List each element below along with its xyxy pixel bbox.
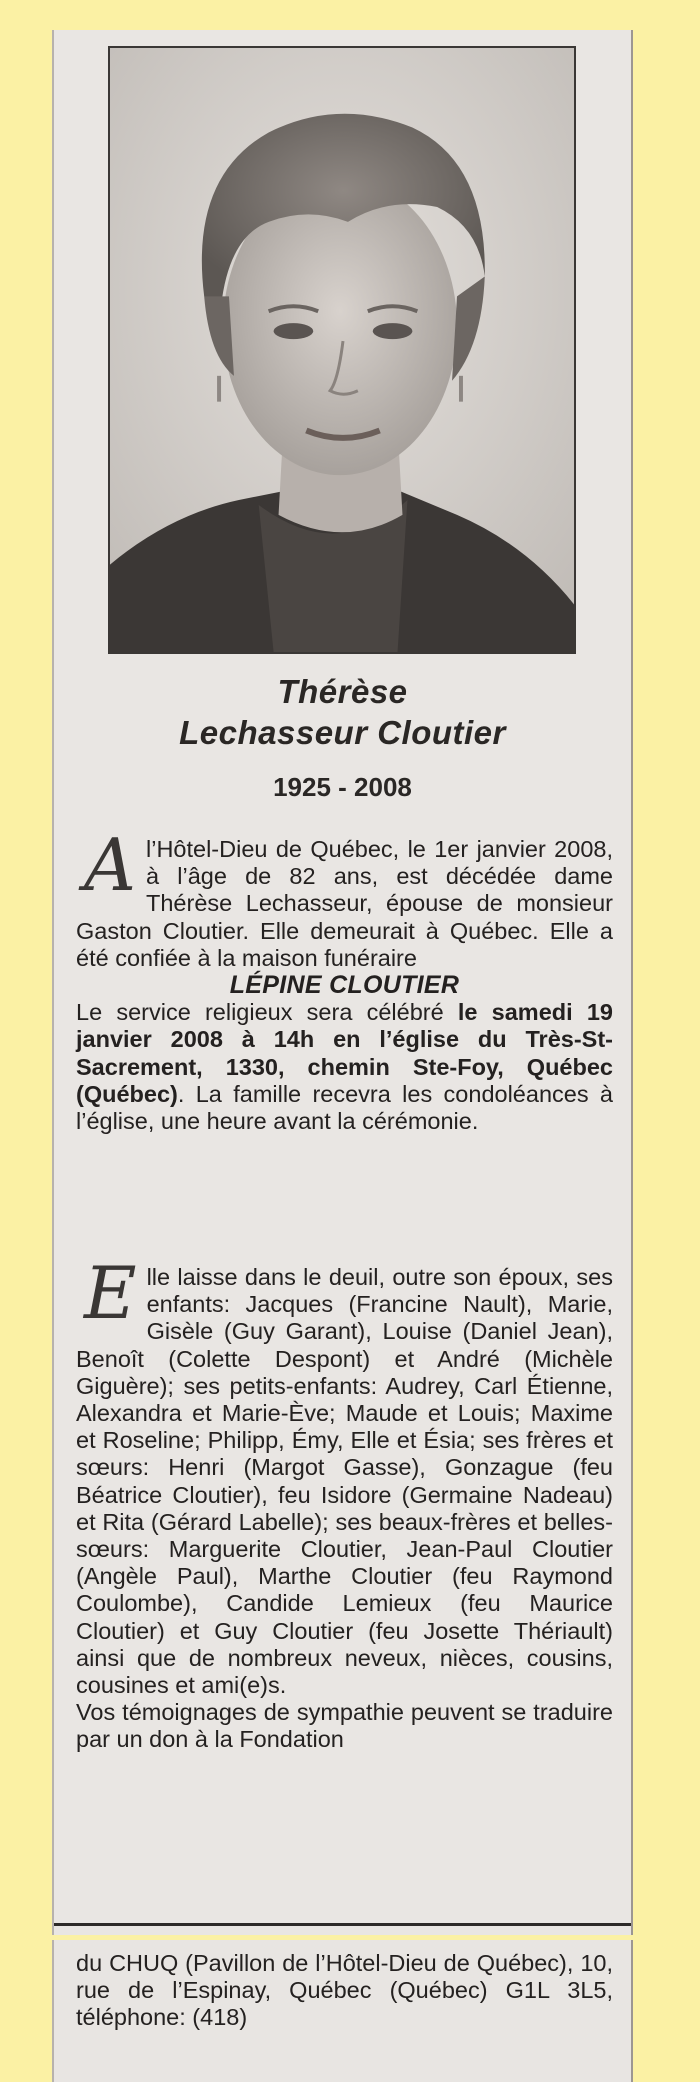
- condolences-text: . La famille recevra les condoléances à l’église, une heure avant la cérémonie.: [76, 1080, 613, 1135]
- donation-paragraph: [76, 1699, 613, 1753]
- dropcap-a: A: [84, 823, 136, 907]
- portrait-photo: [108, 46, 576, 654]
- dropcap-e: E: [84, 1251, 137, 1335]
- portrait-image: [110, 48, 574, 652]
- obituary-continuation: [52, 1940, 633, 2082]
- column-rule: [54, 1923, 631, 1926]
- service-details: le samedi 19 janvier 2008 à 14h en l’église du Très-St-Sacrement, 1330, chemin Ste-Foy, Québec (Québec): [76, 999, 613, 1107]
- service-intro-text: Le service religieux sera célébré: [76, 999, 458, 1026]
- continuation-paragraph: [76, 1950, 613, 2032]
- deceased-last-names: Lechasseur Cloutier: [179, 714, 506, 751]
- donation-text: Vos témoignages de sympathie peuvent se traduire par un don à la Fondation: [76, 1699, 613, 1753]
- continuation-text: du CHUQ (Pavillon de l’Hôtel-Dieu de Québec), 10, rue de l’Espinay, Québec (Québec) G1L 3L5, téléphone: (418): [76, 1950, 613, 2031]
- deceased-first-name: Thérèse: [277, 673, 408, 710]
- funeral-home-name: LÉPINE CLOUTIER: [229, 971, 460, 1000]
- announcement-paragraph: [76, 823, 613, 1135]
- survivors-text: lle laisse dans le deuil, outre son époux, ses enfants: Jacques (Francine Nault), Marie, Gisèle (Guy Garant), Louise (Daniel Jean), Benoît (Colette Despont) et André (Michèle Giguère); ses petits-enfants: Audrey, Carl Étienne, Alexandra et Marie-Ève; Maude et Louis; Maxime et Roseline; Philipp, Émy, Elle et Ésia; ses frères et sœurs: Henri (Margot Gasse), Gonzague (feu Béatrice Cloutier), feu Isidore (Germaine Nadeau) et Rita (Gérard Labelle); ses beaux-frères et belles-sœurs: Marguerite Cloutier, Jean-Paul Cloutier (Angèle Paul), Marthe Cloutier (feu Raymond Coulombe), Candide Lemieux (feu Maurice Cloutier) et Guy Cloutier (feu Josette Thériault) ainsi que de nombreux neveux, nièces, cousins, cousines et ami(e)s.: [76, 1264, 613, 1699]
- announcement-text: l’Hôtel-Dieu de Québec, le 1er janvier 2008, à l’âge de 82 ans, est décédée dame Thérèse Lechasseur, épouse de monsieur Gaston Cloutier. Elle demeurait à Québec. Elle a été confiée à la maison funéraire: [76, 836, 613, 971]
- survivors-paragraph: [76, 1251, 613, 1754]
- life-years: 1925 - 2008: [273, 772, 412, 802]
- obituary-clipping: [52, 30, 633, 1935]
